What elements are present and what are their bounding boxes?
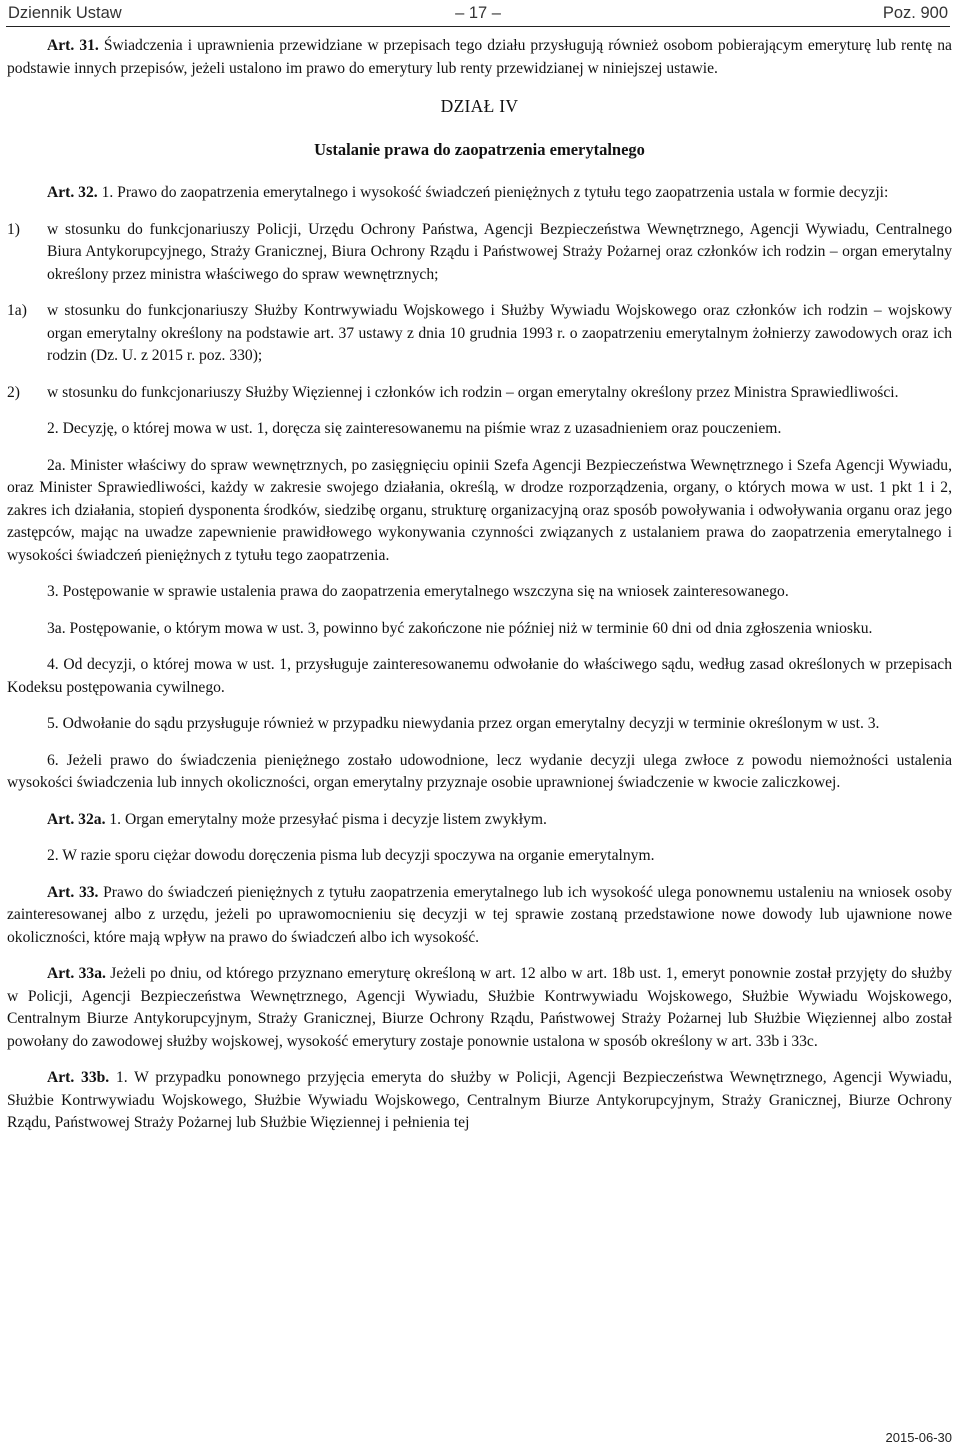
page-header <box>6 0 950 27</box>
art-33 <box>7 882 952 950</box>
art-33b-label: Art. 33b. <box>47 1069 110 1086</box>
position-number: Poz. 900 <box>882 3 948 22</box>
art-32a-label: Art. 32a. <box>47 810 106 828</box>
art-33a-label: Art. 33a. <box>47 965 106 982</box>
art-33a-text: Jeżeli po dniu, od którego przyznano emeryturę określoną w art. 12 albo w art. 18b ust. 1, emeryt ponownie został przyjęty do służby w Policji, Agencji Bezpieczeństwa Wewnętrznego, Agencji Wywiadu, Służbie Kontrwywiadu Wojskowego, Służbie Wywiadu Wojskowego, Centralnym Biurze Antykorupcyjnym, Straży Granicznej, Biurze Ochrony Rządu, Państwowej Straży Pożarnej lub Służbie Więziennej albo został powołany do zawodowej służby wojskowej, wysokość emerytury zostaje ponownie ustalona w sposób określony w art. 33b i 33c. <box>7 965 953 1050</box>
art-33b-text: 1. W przypadku ponownego przyjęcia emeryta do służby w Policji, Agencji Bezpieczeństwa Wewnętrznego, Agencji Wywiadu, Służbie Kontrwywiadu Wojskowego, Służbie Wywiadu Wojskowego, Centralnym Biurze Antykorupcyjnym, Straży Granicznej, Biurze Ochrony Rządu, Państwowej Straży Pożarnej lub Służbie Więziennej i pełnienia tej <box>7 1069 952 1131</box>
art-33b <box>7 1067 952 1135</box>
art-32-par-5: 5. Odwołanie do sądu przysługuje również w przypadku niewydania przez organ emerytalny decyzji w terminie określonym w ust. 3. <box>47 715 880 732</box>
art-32-par-3a: 3a. Postępowanie, o którym mowa w ust. 3, powinno być zakończone nie później niż w terminie 60 dni od dnia zgłoszenia wniosku. <box>47 619 873 637</box>
art-31 <box>7 35 952 80</box>
list-item <box>7 300 952 368</box>
art-32-par-6: 6. Jeżeli prawo do świadczenia pieniężnego zostało udowodnione, lecz wydanie decyzji ulega zwłoce z powodu niemożności ustalenia wysokości świadczenia lub innych okoliczności, organ emerytalny przyznaje osobie uprawnionej świadczenie w kwocie zaliczkowej. <box>7 751 952 791</box>
publication-date: 2015-06-30 <box>885 1430 952 1445</box>
list-item-number: 1a) <box>7 302 27 319</box>
art-32-label: Art. 32. <box>47 184 98 201</box>
list-item-number: 2) <box>7 383 20 401</box>
art-33-text: Prawo do świadczeń pieniężnych z tytułu zaopatrzenia emerytalnego lub ich wysokość ulega ponownemu ustaleniu na wniosek osoby zainteresowanej albo z urzędu, jeżeli po uprawomocnieniu się decyzji w tej sprawie zostaną przedstawione nowe dowody lub ujawnione nowe okoliczności, które mają wpływ na prawo do świadczeń albo ich wysokość. <box>7 883 952 946</box>
art-32a-text-1: 1. Organ emerytalny może przesyłać pisma i decyzje listem zwykłym. <box>109 810 547 828</box>
art-32-par-2: 2. Decyzję, o której mowa w ust. 1, doręcza się zainteresowanemu na piśmie wraz z uzasadnieniem oraz pouczeniem. <box>47 420 782 437</box>
art-32-par-4: 4. Od decyzji, o której mowa w ust. 1, przysługuje zainteresowanemu odwołanie do właściwego sądu, według zasad określonych w przepisach Kodeksu postępowania cywilnego. <box>7 656 952 696</box>
art-32-intro-text: 1. Prawo do zaopatrzenia emerytalnego i wysokość świadczeń pieniężnych z tytułu tego zaopatrzenia ustala w formie decyzji: <box>101 184 889 201</box>
list-item-text: w stosunku do funkcjonariuszy Policji, Urzędu Ochrony Państwa, Agencji Bezpieczeństwa Wewnętrznego, Agencji Wywiadu, Centralnego Biura Antykorupcyjnego, Straży Granicznej, Biura Ochrony Rządu i Państwowej Straży Pożarnej oraz członków ich rodzin – organ emerytalny określony przez ministra właściwego do spraw wewnętrznych; <box>47 220 952 283</box>
art-33-label: Art. 33. <box>47 883 99 901</box>
list-item-number: 1) <box>7 220 20 238</box>
list-item <box>7 219 952 287</box>
art-33a <box>7 963 952 1053</box>
journal-title: Dziennik Ustaw <box>8 3 122 22</box>
art-32a-par-1 <box>7 809 952 832</box>
art-32a-par-2: 2. W razie sporu ciężar dowodu doręczenia pisma lub decyzji spoczywa na organie emerytalnym. <box>47 847 655 864</box>
list-item <box>7 382 952 405</box>
page-number: – 17 – <box>455 3 501 22</box>
section-title: DZIAŁ IV <box>440 96 519 116</box>
list-item-text: w stosunku do funkcjonariuszy Służby Kontrwywiadu Wojskowego i Służby Wywiadu Wojskowego oraz członków ich rodzin – wojskowy organ emerytalny określony na podstawie art. 37 ustawy z dnia 10 grudnia 1993 r. o zaopatrzeniu emerytalnym żołnierzy zawodowych oraz ich rodzin (Dz. U. z 2015 r. poz. 330); <box>47 302 952 364</box>
section-subtitle: Ustalanie prawa do zaopatrzenia emerytalnego <box>314 140 645 159</box>
art-32-intro <box>7 182 952 205</box>
list-item-text: w stosunku do funkcjonariuszy Służby Więziennej i członków ich rodzin – organ emerytalny określony przez Ministra Sprawiedliwości. <box>47 383 899 401</box>
art-31-label: Art. 31. <box>47 37 99 54</box>
art-31-text: Świadczenia i uprawnienia przewidziane w przepisach tego działu przysługują również osobom pobierającym emeryturę lub rentę na podstawie innych przepisów, jeżeli ustalono im prawo do emerytury lub renty przewidzianej w niniejszej ustawie. <box>7 37 952 77</box>
art-32-par-2a: 2a. Minister właściwy do spraw wewnętrznych, po zasięgnięciu opinii Szefa Agencji Bezpieczeństwa Wewnętrznego i Szefa Agencji Wywiadu, oraz Minister Sprawiedliwości, każdy w zakresie swojego działania, określą, w drodze rozporządzenia, organy, o których mowa w ust. 1 pkt 1 i 2, zakres ich działania, stopień dysponenta środków, siedzibę organu, strukturę organizacyjną oraz sposób powoływania i odwoływania organu oraz jego zastępców, mając na uwadze zapewnienie prawidłowego wykonywania czynności związanych z ustalaniem prawa do zaopatrzenia emerytalnego i wysokości świadczeń pieniężnych z tytułu tego zaopatrzenia. <box>7 456 952 564</box>
document-body <box>7 35 952 1149</box>
art-32-par-3: 3. Postępowanie w sprawie ustalenia prawa do zaopatrzenia emerytalnego wszczyna się na wniosek zainteresowanego. <box>47 583 789 600</box>
